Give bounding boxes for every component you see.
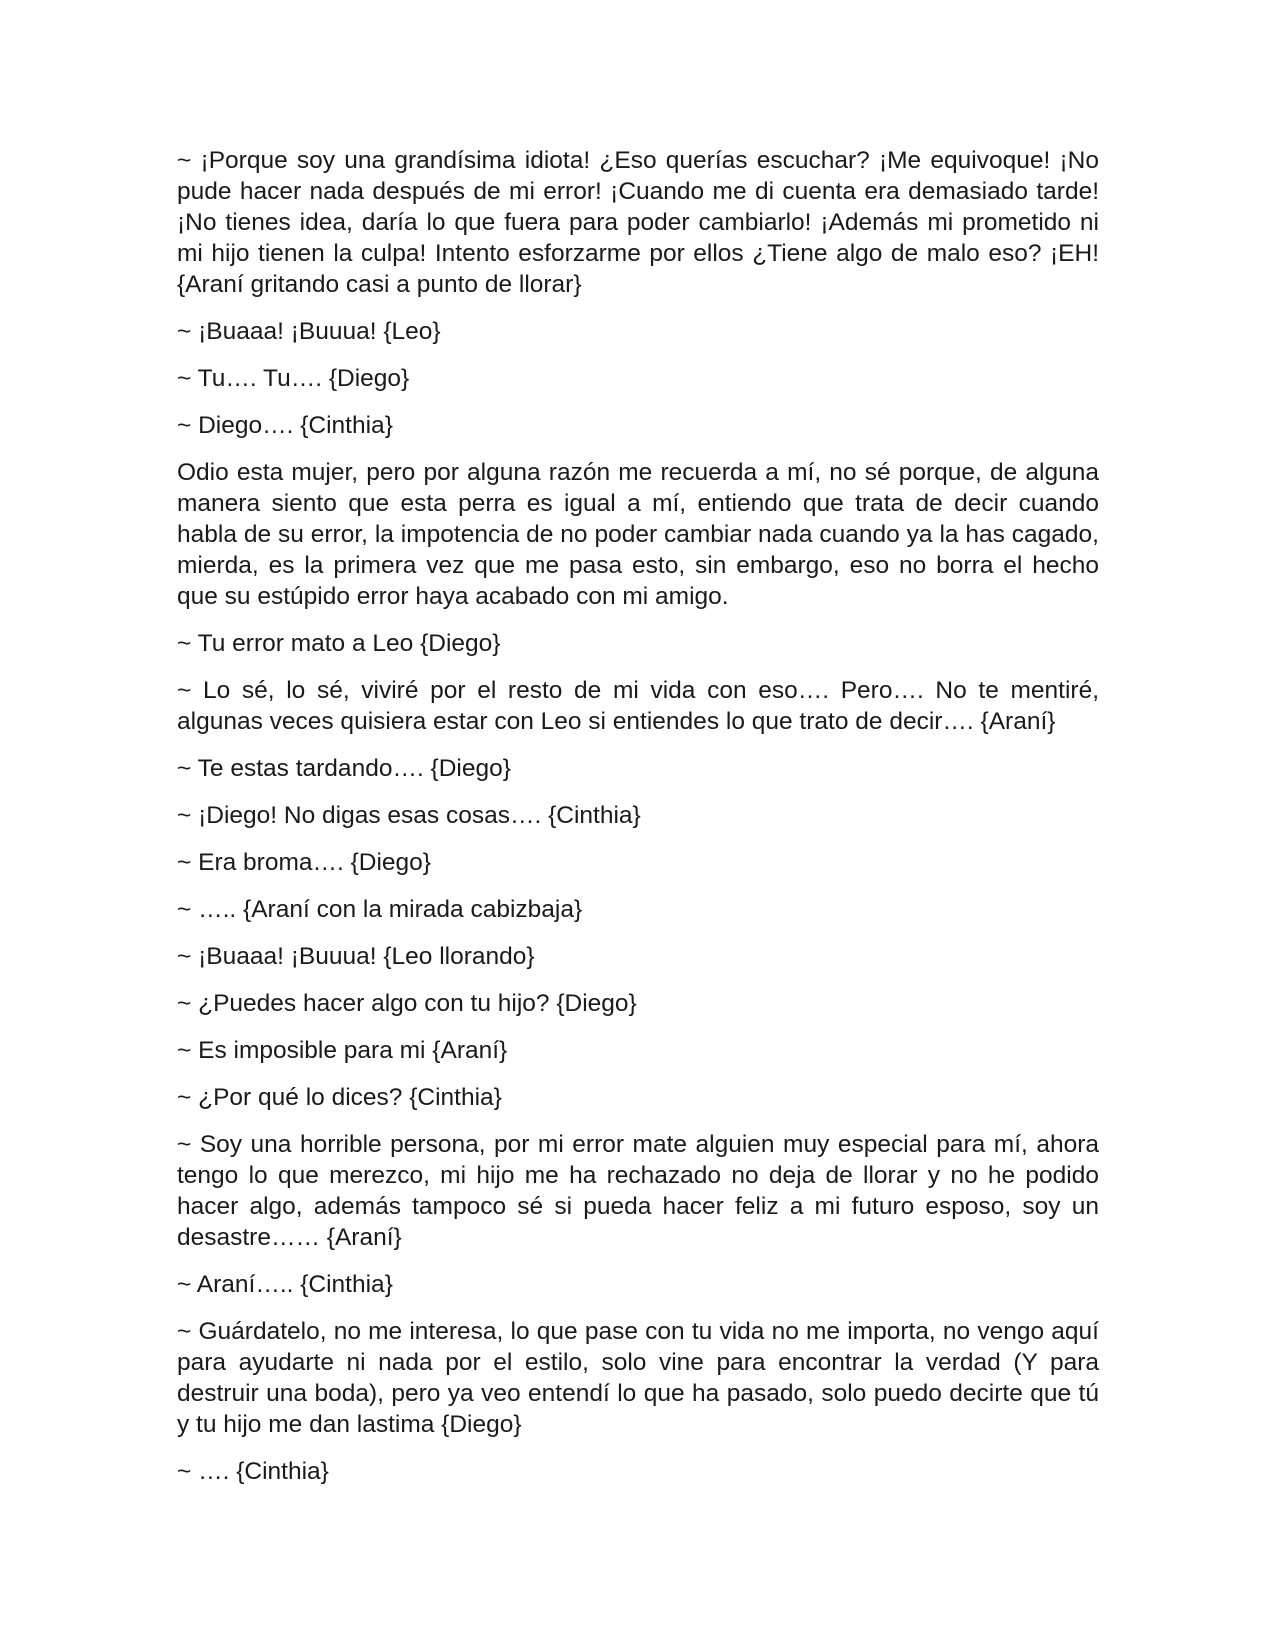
narration-paragraph: Odio esta mujer, pero por alguna razón me recuerda a mí, no sé porque, de alguna manera siento que esta perra es igual a mí, entiendo que trata de decir cuando habla de su error, la impotencia de no poder cambiar nada cuando ya la has cagado, mierda, es la primera vez que me pasa esto, sin embargo, eso no borra el hecho que su estúpido error haya acabado con mi amigo. xyxy=(177,459,1099,610)
dialogue-paragraph: ~ Es imposible para mi {Araní} xyxy=(177,1037,508,1064)
dialogue-paragraph: ~ ¡Diego! No digas esas cosas…. {Cinthia} xyxy=(177,802,641,829)
dialogue-paragraph: ~ ¡Buaaa! ¡Buuua! {Leo} xyxy=(177,318,441,345)
dialogue-paragraph: ~ ¡Porque soy una grandísima idiota! ¿Eso querías escuchar? ¡Me equivoque! ¡No pude hacer nada después de mi error! ¡Cuando me di cuenta era demasiado tarde! ¡No tienes idea, daría lo que fuera para poder cambiarlo! ¡Además mi prometido ni mi hijo tienen la culpa! Intento esforzarme por ellos ¿Tiene algo de malo eso? ¡EH! {Araní gritando casi a punto de llorar} xyxy=(177,147,1099,298)
dialogue-paragraph: ~ …. {Cinthia} xyxy=(177,1458,329,1485)
dialogue-paragraph: ~ Araní….. {Cinthia} xyxy=(177,1271,393,1298)
dialogue-paragraph: ~ ¿Por qué lo dices? {Cinthia} xyxy=(177,1084,502,1111)
dialogue-paragraph: ~ Tu error mato a Leo {Diego} xyxy=(177,630,501,657)
dialogue-paragraph: ~ ¿Puedes hacer algo con tu hijo? {Diego} xyxy=(177,990,637,1017)
dialogue-paragraph: ~ Era broma…. {Diego} xyxy=(177,849,431,876)
dialogue-paragraph: ~ Diego…. {Cinthia} xyxy=(177,412,393,439)
dialogue-paragraph: ~ Soy una horrible persona, por mi error mate alguien muy especial para mí, ahora tengo lo que merezco, mi hijo me ha rechazado no deja de llorar y no he podido hacer algo, además tampoco sé si pueda hacer feliz a mi futuro esposo, soy un desastre…… {Araní} xyxy=(177,1131,1099,1251)
document-page xyxy=(177,145,1099,1503)
dialogue-paragraph: ~ ¡Buaaa! ¡Buuua! {Leo llorando} xyxy=(177,943,535,970)
dialogue-paragraph: ~ ….. {Araní con la mirada cabizbaja} xyxy=(177,896,583,923)
dialogue-paragraph: ~ Tu…. Tu…. {Diego} xyxy=(177,365,410,392)
dialogue-paragraph: ~ Guárdatelo, no me interesa, lo que pase con tu vida no me importa, no vengo aquí para ayudarte ni nada por el estilo, solo vine para encontrar la verdad (Y para destruir una boda), pero ya veo entendí lo que ha pasado, solo puedo decirte que tú y tu hijo me dan lastima {Diego} xyxy=(177,1318,1099,1438)
dialogue-paragraph: ~ Te estas tardando…. {Diego} xyxy=(177,755,511,782)
dialogue-paragraph: ~ Lo sé, lo sé, viviré por el resto de mi vida con eso…. Pero…. No te mentiré, algunas veces quisiera estar con Leo si entiendes lo que trato de decir…. {Araní} xyxy=(177,677,1099,735)
